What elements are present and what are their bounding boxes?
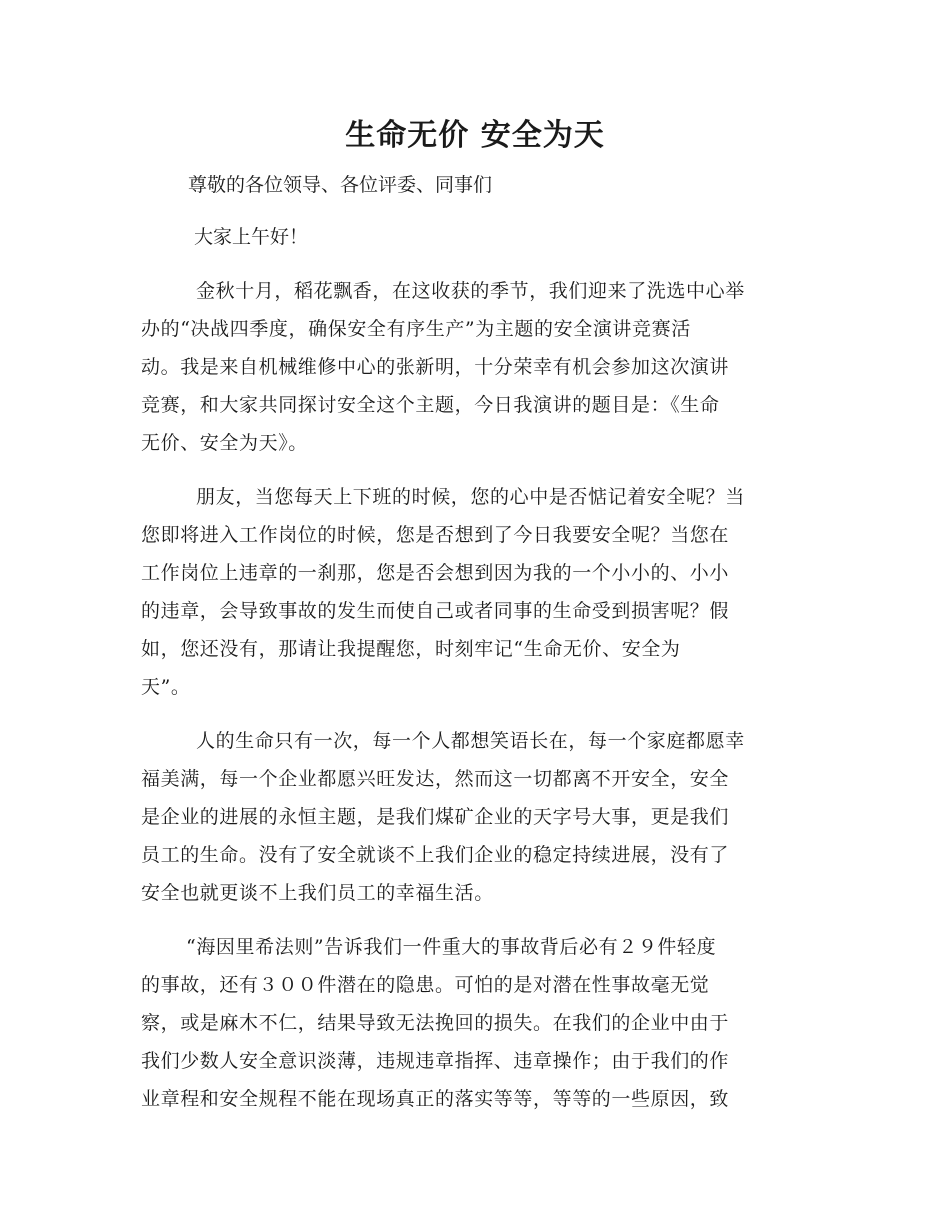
- document-title: 生命无价 安全为天: [345, 118, 605, 153]
- paragraph-line: 业章程和安全规程不能在现场真正的落实等等，等等的一些原因，致: [141, 1088, 730, 1110]
- paragraph-line: 是企业的进展的永恒主题，是我们煤矿企业的天字号大事，更是我们: [141, 806, 730, 828]
- paragraph-line: 动。我是来自机械维修中心的张新明，十分荣幸有机会参加这次演讲: [141, 356, 730, 378]
- paragraph-line: 朋友，当您每天上下班的时候，您的心中是否惦记着安全呢？当: [196, 486, 745, 508]
- greeting: 大家上午好！: [194, 226, 309, 248]
- paragraph-line: 金秋十月，稻花飘香，在这收获的季节，我们迎来了洗选中心举: [196, 280, 745, 302]
- paragraph-line: “海因里希法则”告诉我们一件重大的事故背后必有２９件轻度: [186, 936, 717, 958]
- paragraph-line: 的违章，会导致事故的发生而使自己或者同事的生命受到损害呢？假: [141, 600, 730, 622]
- paragraph-line: 天”。: [141, 676, 191, 698]
- paragraph-line: 无价、安全为天》。: [141, 432, 308, 454]
- paragraph-line: 安全也就更谈不上我们员工的幸福生活。: [141, 882, 494, 904]
- paragraph-line: 福美满，每一个企业都愿兴旺发达，然而这一切都离不开安全，安全: [141, 768, 730, 790]
- paragraph-line: 竞赛，和大家共同探讨安全这个主题，今日我演讲的题目是：《生命: [141, 394, 720, 416]
- paragraph-line: 工作岗位上违章的一刹那，您是否会想到因为我的一个小小的、小小: [141, 562, 730, 584]
- paragraph-line: 办的“决战四季度，确保安全有序生产”为主题的安全演讲竞赛活: [141, 318, 691, 340]
- paragraph-line: 的事故，还有３００件潜在的隐患。可怕的是对潜在性事故毫无觉: [141, 974, 710, 996]
- paragraph-line: 如，您还没有，那请让我提醒您，时刻牢记“生命无价、安全为: [141, 638, 681, 660]
- salutation: 尊敬的各位领导、各位评委、同事们: [188, 174, 493, 196]
- paragraph-line: 员工的生命。没有了安全就谈不上我们企业的稳定持续进展，没有了: [141, 844, 730, 866]
- paragraph-line: 我们少数人安全意识淡薄，违规违章指挥、违章操作；由于我们的作: [141, 1050, 730, 1072]
- paragraph-line: 察，或是麻木不仁，结果导致无法挽回的损失。在我们的企业中由于: [141, 1012, 730, 1034]
- paragraph-line: 您即将进入工作岗位的时候，您是否想到了今日我要安全呢？当您在: [141, 524, 730, 546]
- paragraph-line: 人的生命只有一次，每一个人都想笑语长在，每一个家庭都愿幸: [196, 730, 745, 752]
